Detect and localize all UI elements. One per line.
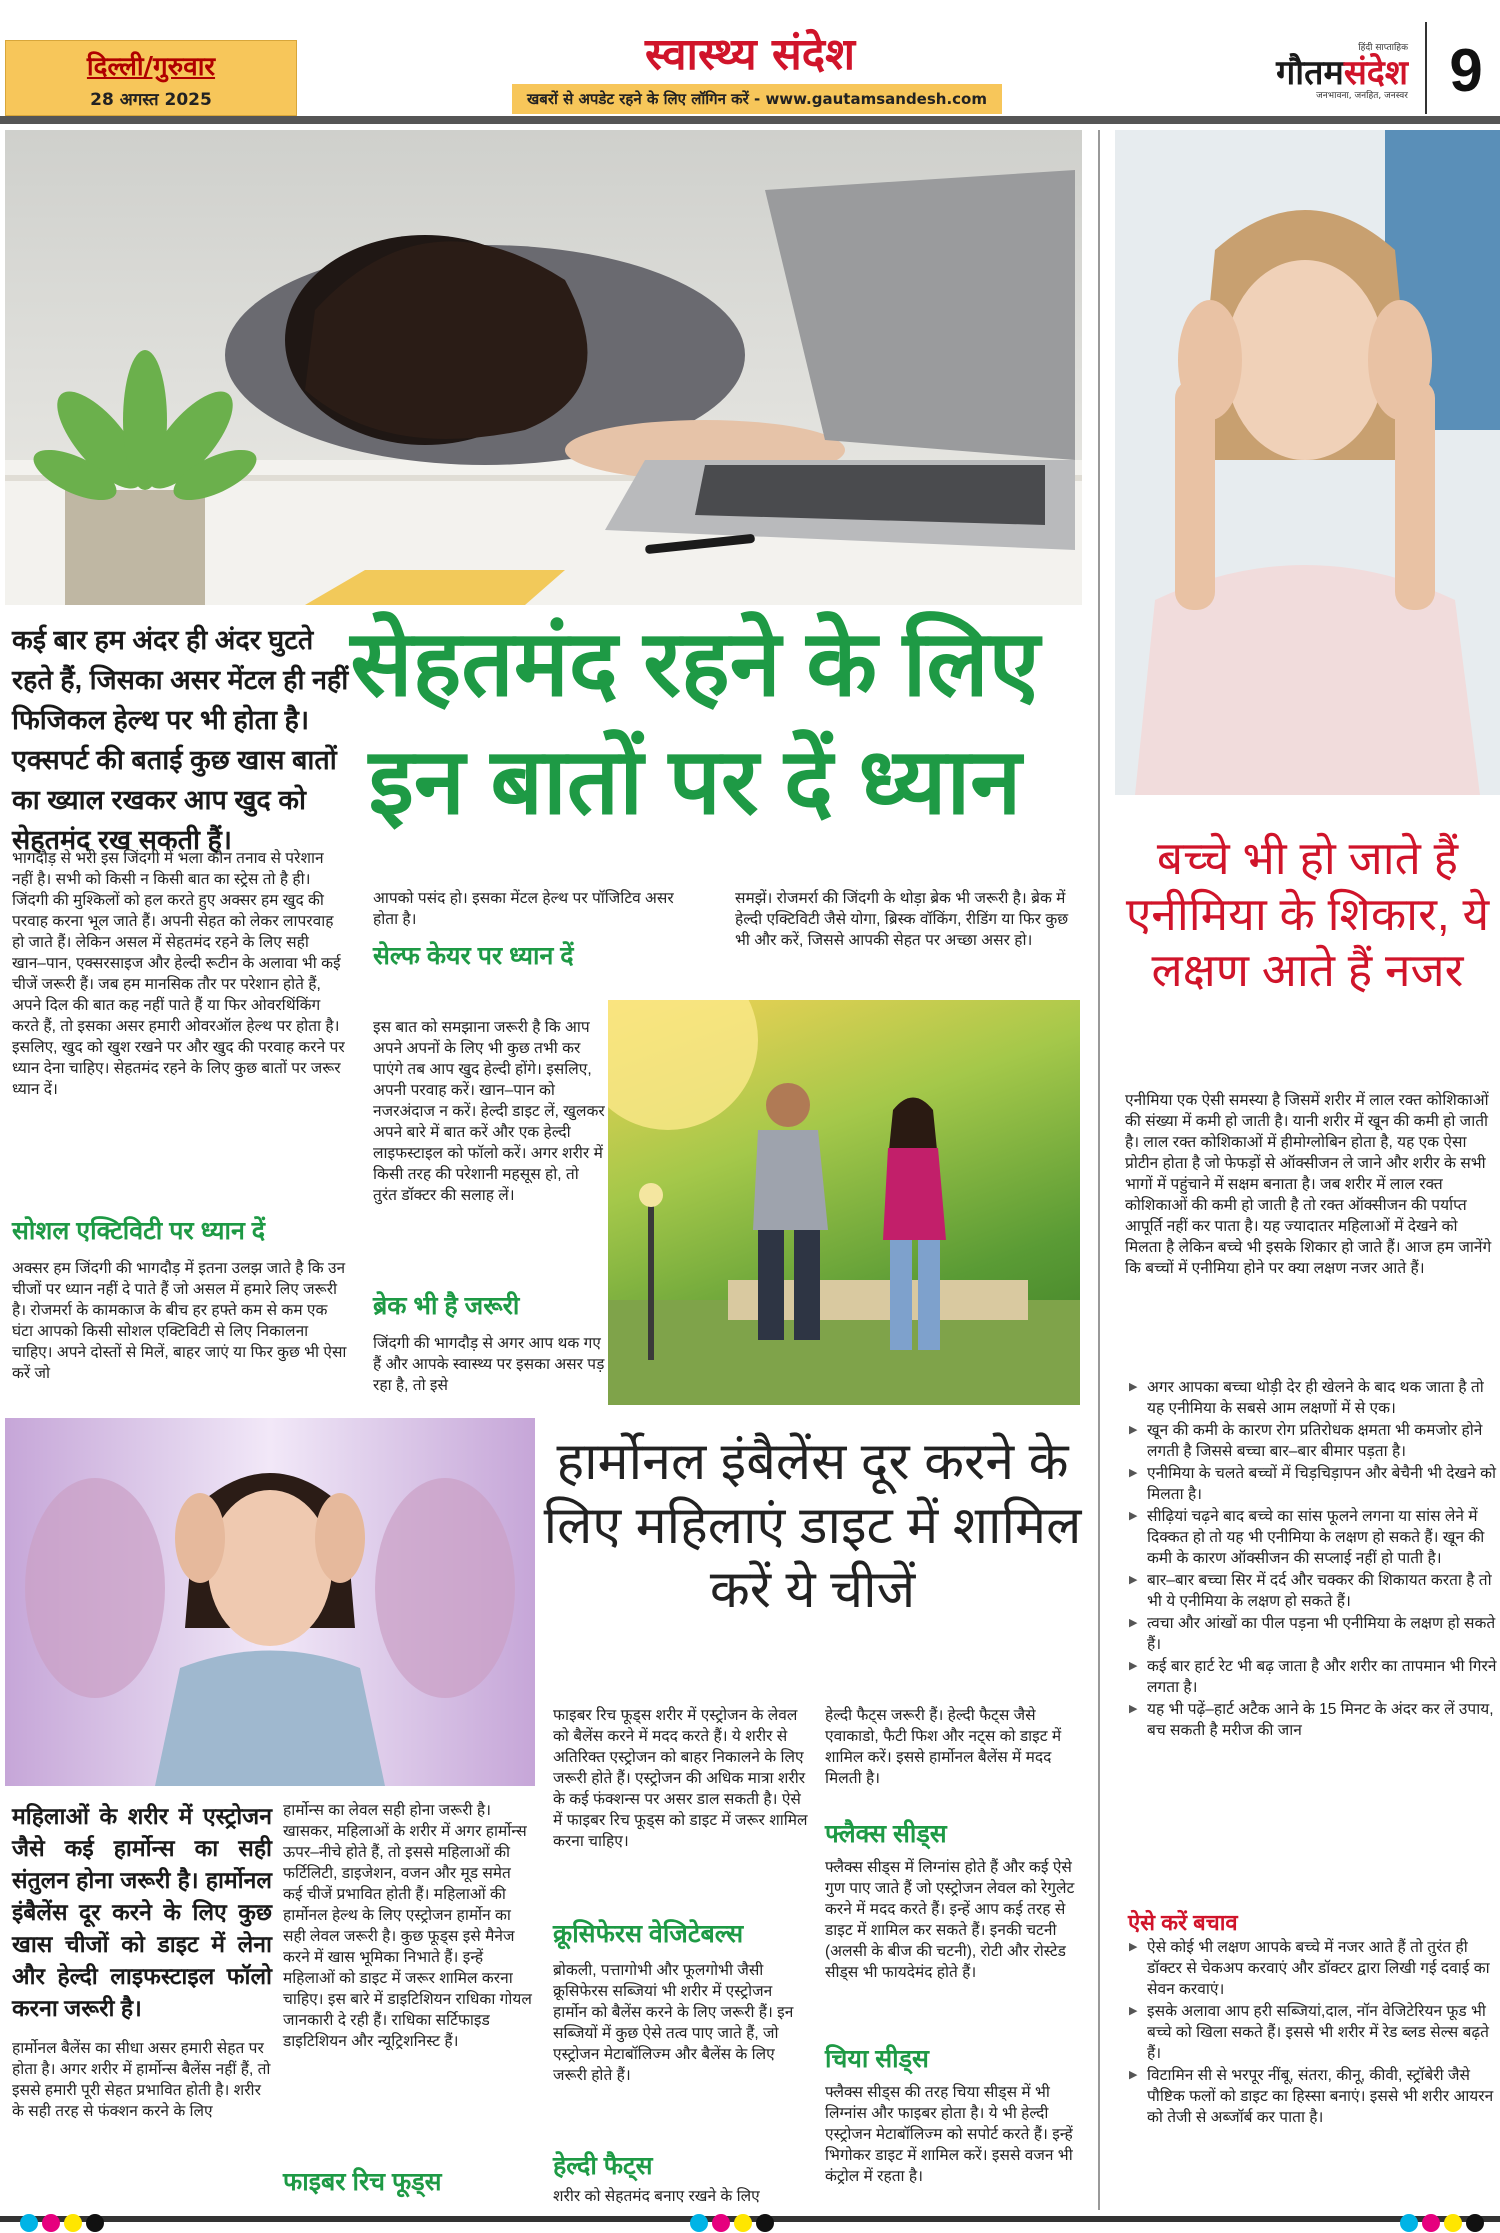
main-col1-para2: अक्सर हम जिंदगी की भागदौड़ में इतना उलझ जाते है कि उन चीजों पर ध्यान नहीं दे पाते हैं जो असल में हमारे लिए जरूरी है। रोजमर्रा के कामकाज के बीच हर हफ्ते कम से कम एक घंटा आपको किसी सोशल एक्टिविटी से लिए निकालना चाहिए। अपने दोस्तों से मिलें, बाहर जाएं या फिर कुछ भी ऐसा करें जो	[12, 1260, 347, 1382]
sub-self-care: सेल्फ केयर पर ध्यान दें	[373, 942, 574, 970]
black-registration-mark	[86, 2214, 104, 2232]
prevention-heading: ऐसे करें बचाव	[1128, 1910, 1238, 1935]
list-item: ▶ विटामिन सी से भरपूर नींबू, संतरा, कीनू, कीवी, स्ट्रॉबेरी जैसे पौष्टिक फलों को डाइट का हिस्सा बनाएं। इससे भी शरीर आयरन को तेजी से अब्जॉर्ब कर पाता है।	[1125, 2065, 1500, 2128]
yellow-registration-mark	[64, 2214, 82, 2232]
logo-caption: हिंदी साप्ताहिक	[1358, 43, 1408, 53]
main-headline	[300, 605, 1090, 841]
sub-chia-seeds: चिया सीड्स	[825, 2045, 929, 2073]
hormone-col4-para2: फ्लैक्स सीड्स में लिग्नांस होते हैं और कई ऐसे गुण पाए जाते हैं जो एस्ट्रोजन लेवल को रेगुलेट करने में मदद करते हैं। इन्हें आप कई तरह से डाइट में शामिल कर सकते हैं। इनकी चटनी (अलसी के बीज की चटनी), रोटी और रोस्टेड सीड्स भी फायदेमंद होते हैं।	[825, 1859, 1075, 1981]
hormone-col3-para2: ब्रोकली, पत्तागोभी और फूलगोभी जैसी क्रूसिफेरस सब्जियां भी शरीर में एस्ट्रोजन हार्मोन को बैलेंस करने के लिए जरूरी हैं। इन सब्जियों में कुछ ऐसे तत्व पाए जाते हैं, जो एस्ट्रोजन मेटाबॉलिज्म और बैलेंस के लिए जरूरी होते हैं।	[553, 1962, 794, 2084]
sub-cruciferous: क्रूसिफेरस वेजिटेबल्स	[553, 1920, 744, 1948]
hormone-intro: महिलाओं के शरीर में एस्ट्रोजन जैसे कई हार्मोन्स का सही संतुलन होना जरूरी है। हार्मोनल इंबैलेंस दूर करने के लिए कुछ खास चीजों को डाइट में लेना और हेल्दी लाइफस्टाइल फॉलो करना जरूरी है।	[12, 1803, 272, 2021]
magenta-registration-mark	[42, 2214, 60, 2232]
main-col1-para1: भागदौड़ से भरी इस जिंदगी में भला कौन तनाव से परेशान नहीं है। सभी को किसी न किसी बात का स्ट्रेस तो है ही। जिंदगी की मुश्किलों को हल करते हुए अक्सर हम खुद की परवाह करना भूल जाते हैं। अपनी सेहत को लेकर लापरवाह हो जाते हैं। लेकिन असल में सेहतमंद रहने के लिए सही खान–पान, एक्सरसाइज और हेल्दी रूटीन के अलावा भी कई चीजें जरूरी हैं। जब हम मानसिक तौर पर परेशान होते हैं, अपने दिल की बात कह नहीं पाते हैं या फिर ओवरथिंकिंग करते हैं, तो इसका असर हमारी ओवरऑल हेल्थ पर होता है। इसलिए, खुद को खुश रखने पर और खुद की परवाह करने पर ध्यान देना चाहिए। सेहतमंद रहने के लिए कुछ बातों पर जरूर ध्यान दें।	[12, 850, 345, 1098]
logo-tagline: जनभावना, जनहित, जनस्वर	[1316, 91, 1408, 101]
anemia-symptoms-list	[1125, 1377, 1500, 1742]
list-item: ▶ अगर आपका बच्चा थोड़ी देर ही खेलने के बाद थक जाता है तो यह एनीमिया के सबसे आम लक्षणों में से एक।	[1125, 1377, 1500, 1419]
main-col2-para3: जिंदगी की भागदौड़ से अगर आप थक गए हैं और आपके स्वास्थ्य पर इसका असर पड़ रहा है, तो इसे	[373, 1335, 605, 1394]
main-headline-line1: सेहतमंद रहने के लिए	[350, 613, 1040, 715]
sub-healthy-fats: हेल्दी फैट्स	[553, 2152, 653, 2180]
hormone-col1-para: हार्मोनल बैलेंस का सीधा असर हमारी सेहत पर होता है। अगर शरीर में हार्मोन्स बैलेंस नहीं हैं, तो इससे हमारी पूरी सेहत प्रभावित होती है। शरीर के सही तरह से फंक्शन करने के लिए	[12, 2040, 271, 2120]
sub-fiber-rich-foods: फाइबर रिच फूड्स	[283, 2168, 442, 2196]
main-col2-para2: इस बात को समझाना जरूरी है कि आप अपने अपनों के लिए भी कुछ तभी कर पाएंगे तब आप खुद हेल्दी होंगे। इसलिए, अपनी परवाह करें। खान–पान को नजरअंदाज न करें। हेल्दी डाइट लें, खुलकर अपने बारे में बात करें और एक हेल्दी लाइफस्टाइल को फॉलो करें। अगर शरीर में किसी तरह की परेशानी महसूस हो, तो तुरंत डॉक्टर की सलाह लें।	[373, 1019, 605, 1204]
section-title: स्वास्थ्य संदेश	[644, 29, 856, 80]
list-item: ▶ सीढ़ियां चढ़ने बाद बच्चे का सांस फूलने लगना या सांस लेने में दिक्कत हो तो यह भी एनीमिया के लक्षण हो सकते हैं। खून की कमी के कारण ऑक्सीजन की सप्लाई नहीं हो पाती है।	[1125, 1506, 1500, 1569]
sub-break: ब्रेक भी है जरूरी	[373, 1292, 520, 1320]
list-item: ▶ त्वचा और आंखों का पील पड़ना भी एनीमिया के लक्षण हो सकते हैं।	[1125, 1613, 1500, 1655]
photo-girl-headache	[1115, 130, 1500, 795]
photo-stressed-woman	[5, 1418, 535, 1786]
hero-photo-tired-woman	[5, 130, 1082, 605]
list-item: ▶ यह भी पढ़ें–हार्ट अटैक आने के 15 मिनट के अंदर कर लें उपाय, बच सकती है मरीज की जान	[1125, 1699, 1500, 1741]
date-box	[5, 40, 297, 116]
main-col3-para1: समझें। रोजमर्रा की जिंदगी के थोड़ा ब्रेक भी जरूरी है। ब्रेक में हेल्दी एक्टिविटी जैसे योगा, ब्रिस्क वॉकिंग, रीडिंग या फिर कुछ भी और करें, जिससे आपकी सेहत पर अच्छा असर हो।	[735, 890, 1069, 949]
hormone-col4-para1: हेल्दी फैट्स जरूरी हैं। हेल्दी फैट्स जैसे एवाकाडो, फैटी फिश और नट्स को डाइट में शामिल करें। इससे हार्मोनल बैलेंस में मदद मिलती है।	[825, 1707, 1062, 1787]
hormone-col2-para: हार्मोन्स का लेवल सही होना जरूरी है। खासकर, महिलाओं के शरीर में अगर हार्मोन्स ऊपर–नीचे होते हैं, तो इससे महिलाओं की फर्टिलिटी, डाइजेशन, वजन और मूड समेत कई चीजें प्रभावित होती हैं। महिलाओं की हार्मोनल हेल्थ के लिए एस्ट्रोजन हार्मोन का सही लेवल जरूरी है। कुछ फूड्स इसे मैनेज करने में खास भूमिका निभाते हैं। इन्हें महिलाओं को डाइट में जरूर शामिल करना चाहिए। इस बारे में डाइटिशियन राधिका गोयल जानकारी दे रही हैं। राधिका सर्टिफाइड डाइटिशियन और न्यूट्रिशनिस्ट हैं।	[283, 1802, 532, 2050]
cyan-registration-mark	[20, 2214, 38, 2232]
page-number-divider	[1425, 22, 1427, 114]
anemia-headline: बच्चे भी हो जाते हैं एनीमिया के शिकार, ये लक्षण आते हैं नजर	[1125, 832, 1490, 996]
list-item: ▶ ऐसे कोई भी लक्षण आपके बच्चे में नजर आते हैं तो तुरंत ही डॉक्टर से चेकअप करवाएं और डॉक्टर द्वारा लिखी गई दवाई का सेवन करवाएं।	[1125, 1937, 1500, 2000]
sub-social-activity: सोशल एक्टिविटी पर ध्यान दें	[12, 1217, 266, 1245]
main-intro: कई बार हम अंदर ही अंदर घुटते रहते हैं, जिसका असर मेंटल ही नहीं फिजिकल हेल्थ पर भी होता है। एक्सपर्ट की बताई कुछ खास बातों का ख्याल रखकर आप खुद को सेहतमंद रख सकती हैं।	[12, 625, 349, 855]
list-item: ▶ एनीमिया के चलते बच्चों में चिड़चिड़ापन और बेचैनी भी देखने को मिलता है।	[1125, 1463, 1500, 1505]
anemia-body: एनीमिया एक ऐसी समस्या है जिसमें शरीर में लाल रक्त कोशिकाओं की संख्या में कमी हो जाती है। यानी शरीर में खून की कमी हो जाती है। लाल रक्त कोशिकाओं में हीमोग्लोबिन होता है, यह एक ऐसा प्रोटीन होता है जो फेफड़ों से ऑक्सीजन ले जाने और शरीर के सभी भागों में पहुंचाने में सक्षम बनाता है। जब शरीर में लाल रक्त कोशिकाओं की कमी हो जाती है तो रक्त ऑक्सीजन की पर्याप्त आपूर्ति नहीं कर पाता है। यह ज्यादातर महिलाओं में देखने को मिलता है लेकिन बच्चे भी इसके शिकार हो जाते हैं। आज हम जानेंगे कि बच्चों में एनीमिया होने पर क्या लक्षण नजर आते हैं।	[1125, 1092, 1492, 1277]
list-item: ▶ कई बार हार्ट रेट भी बढ़ जाता है और शरीर का तापमान भी गिरने लगता है।	[1125, 1656, 1500, 1698]
list-item: ▶ बार–बार बच्चा सिर में दर्द और चक्कर की शिकायत करता है तो भी ये एनीमिया के लक्षण हो सकते हैं।	[1125, 1570, 1500, 1612]
website-strip[interactable]: खबरों से अपडेट रहने के लिए लॉगिन करें - www.gautamsandesh.com	[512, 84, 1002, 114]
magenta-registration-mark	[1422, 2214, 1440, 2232]
black-registration-mark	[1466, 2214, 1484, 2232]
city-day: दिल्ली/गुरुवार	[86, 52, 216, 82]
cyan-registration-mark	[1400, 2214, 1418, 2232]
list-item: ▶ इसके अलावा आप हरी सब्जियां,दाल, नॉन वेजिटेरियन फूड भी बच्चे को खिला सकते हैं। इससे भी शरीर में रेड ब्लड सेल्स बढ़ते हैं।	[1125, 2001, 1500, 2064]
magenta-registration-mark	[712, 2214, 730, 2232]
page-number: 9	[1449, 37, 1483, 104]
list-item: ▶ खून की कमी के कारण रोग प्रतिरोधक क्षमता भी कमजोर होने लगती है जिससे बच्चा बार–बार बीमार पड़ता है।	[1125, 1420, 1500, 1462]
main-col2-para1: आपको पसंद हो। इसका मेंटल हेल्थ पर पॉजिटिव असर होता है।	[373, 890, 674, 928]
hormone-col3-para1: फाइबर रिच फूड्स शरीर में एस्ट्रोजन के लेवल को बैलेंस करने में मदद करते हैं। ये शरीर से अतिरिक्त एस्ट्रोजन को बाहर निकालने के लिए जरूरी होते हैं। एस्ट्रोजन की अधिक मात्रा शरीर के कई फंक्शन्स पर असर डाल सकती है। ऐसे में फाइबर रिच फूड्स को डाइट में जरूर शामिल करना चाहिए।	[553, 1707, 808, 1850]
yellow-registration-mark	[734, 2214, 752, 2232]
sub-flax-seeds: फ्लैक्स सीड्स	[825, 1820, 947, 1848]
yellow-registration-mark	[1444, 2214, 1462, 2232]
column-divider	[1098, 130, 1100, 2210]
hormone-col4-para3: फ्लैक्स सीड्स की तरह चिया सीड्स में भी लिग्नांस और फाइबर होता है। ये भी हेल्दी एस्ट्रोजन मेटाबॉलिज्म को सपोर्ट करते हैं। इन्हें भिगोकर डाइट में शामिल करें। इससे वजन भी कंट्रोल में रहता है।	[825, 2084, 1073, 2185]
main-headline-line2: इन बातों पर दें ध्यान	[368, 731, 1022, 833]
header-rule	[0, 116, 1500, 124]
anemia-prevention-list	[1125, 1937, 1500, 2129]
logo-part-a: गौतम	[1276, 53, 1344, 93]
logo-part-b: संदेश	[1343, 53, 1408, 93]
hormone-col3-para3: शरीर को सेहतमंद बनाए रखने के लिए	[553, 2188, 760, 2205]
hormone-headline: हार्मोनल इंबैलेंस दूर करने के लिए महिलाएं डाइट में शामिल करें ये चीजें	[543, 1433, 1082, 1619]
issue-date: 28 अगस्त 2025	[90, 90, 212, 110]
photo-couple-running	[608, 1000, 1080, 1405]
black-registration-mark	[756, 2214, 774, 2232]
cyan-registration-mark	[690, 2214, 708, 2232]
